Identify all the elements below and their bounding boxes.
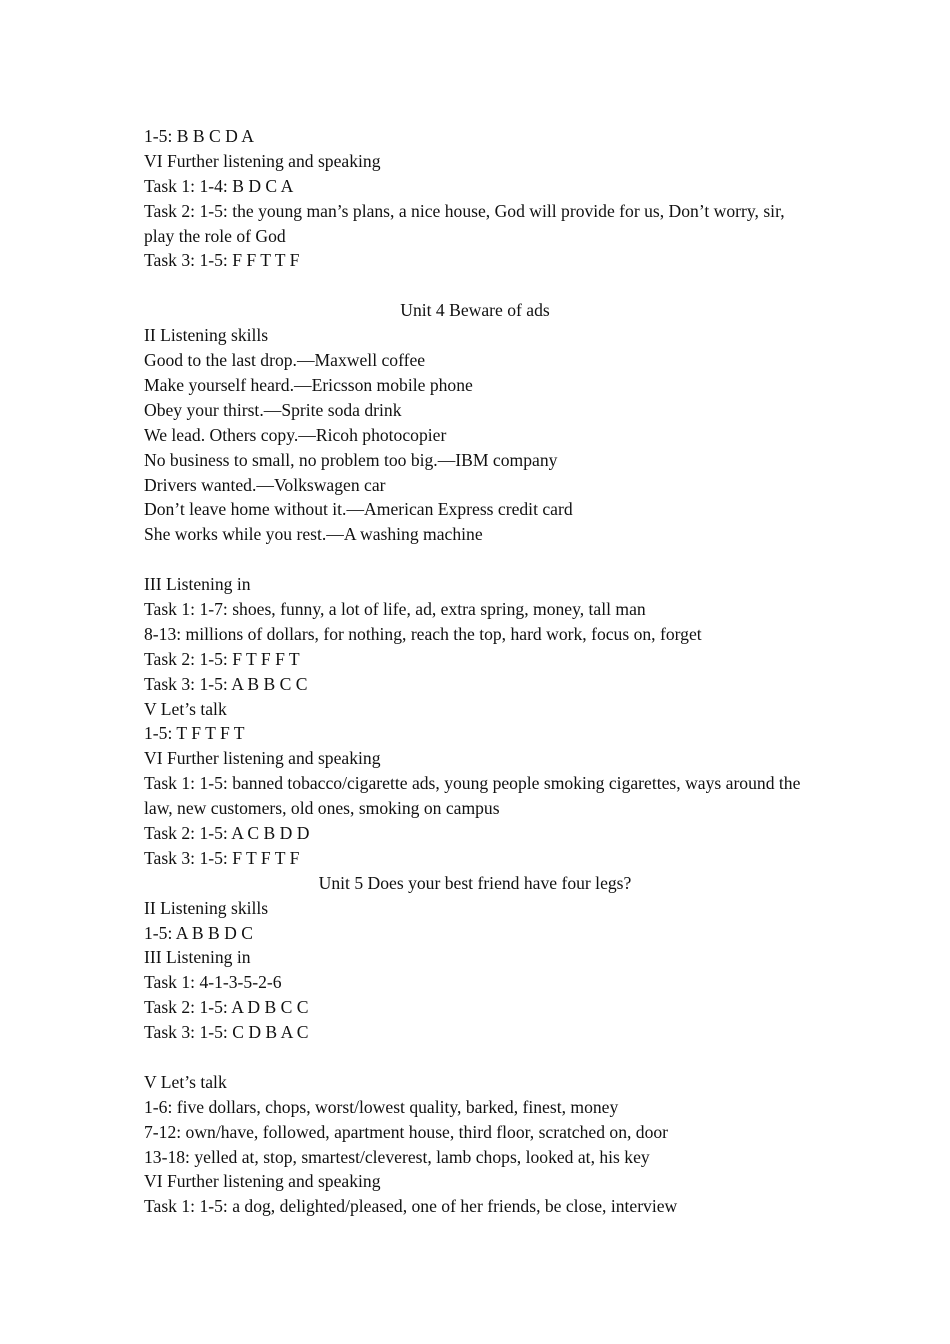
section-heading: V Let’s talk [144,698,227,719]
document-page [144,124,806,1219]
section-heading: II Listening skills [144,325,269,346]
section-heading: VI Further listening and speaking [144,1171,381,1192]
blank-line [144,273,806,298]
answer-line: 1-6: five dollars, chops, worst/lowest quality, barked, finest, money [144,1096,619,1117]
answer-line: Task 2: 1-5: F T F F T [144,648,300,669]
answer-line: Task 2: 1-5: A D B C C [144,997,309,1018]
answer-line: Task 3: 1-5: C D B A C [144,1022,309,1043]
answer-line: 1-5: T F T F T [144,723,245,744]
answer-line: Task 2: 1-5: the young man’s plans, a nice house, God will provide for us, Don’t worry, sir, play the role of God [144,200,785,246]
blank-line [144,547,806,572]
blank-line [144,1045,806,1070]
slogan-line: Make yourself heard.—Ericsson mobile phone [144,374,473,395]
answer-line: 13-18: yelled at, stop, smartest/cleverest, lamb chops, looked at, his key [144,1146,650,1167]
answer-line: Task 3: 1-5: F F T T F [144,250,300,271]
slogan-line: Good to the last drop.—Maxwell coffee [144,350,426,371]
answer-line: 8-13: millions of dollars, for nothing, reach the top, hard work, focus on, forget [144,623,702,644]
slogan-line: Drivers wanted.—Volkswagen car [144,474,386,495]
answer-line: 7-12: own/have, followed, apartment house, third floor, scratched on, door [144,1121,669,1142]
unit-title: Unit 5 Does your best friend have four legs? [318,872,632,893]
answer-line: Task 1: 1-5: a dog, delighted/pleased, one of her friends, be close, interview [144,1196,678,1217]
answer-line: Task 1: 4-1-3-5-2-6 [144,972,282,993]
answer-line: Task 3: 1-5: A B B C C [144,673,308,694]
unit-title: Unit 4 Beware of ads [400,300,550,321]
answer-line: Task 1: 1-4: B D C A [144,175,294,196]
slogan-line: Don’t leave home without it.—American Express credit card [144,499,573,520]
slogan-line: Obey your thirst.—Sprite soda drink [144,399,402,420]
slogan-line: She works while you rest.—A washing machine [144,524,483,545]
answer-line: 1-5: A B B D C [144,922,254,943]
slogan-line: We lead. Others copy.—Ricoh photocopier [144,424,447,445]
section-heading: VI Further listening and speaking [144,150,381,171]
answer-line: Task 1: 1-5: banned tobacco/cigarette ads, young people smoking cigarettes, ways around the law, new customers, old ones, smoking on campus [144,773,801,819]
section-heading: III Listening in [144,947,251,968]
section-heading: V Let’s talk [144,1071,227,1092]
answer-line: Task 1: 1-7: shoes, funny, a lot of life, ad, extra spring, money, tall man [144,598,646,619]
section-heading: II Listening skills [144,897,269,918]
answer-line: Task 3: 1-5: F T F T F [144,847,300,868]
slogan-line: No business to small, no problem too big.—IBM company [144,449,558,470]
answer-line: Task 2: 1-5: A C B D D [144,823,310,843]
answer-line: 1-5: B B C D A [144,126,254,146]
section-heading: VI Further listening and speaking [144,748,381,769]
section-heading: III Listening in [144,574,251,595]
